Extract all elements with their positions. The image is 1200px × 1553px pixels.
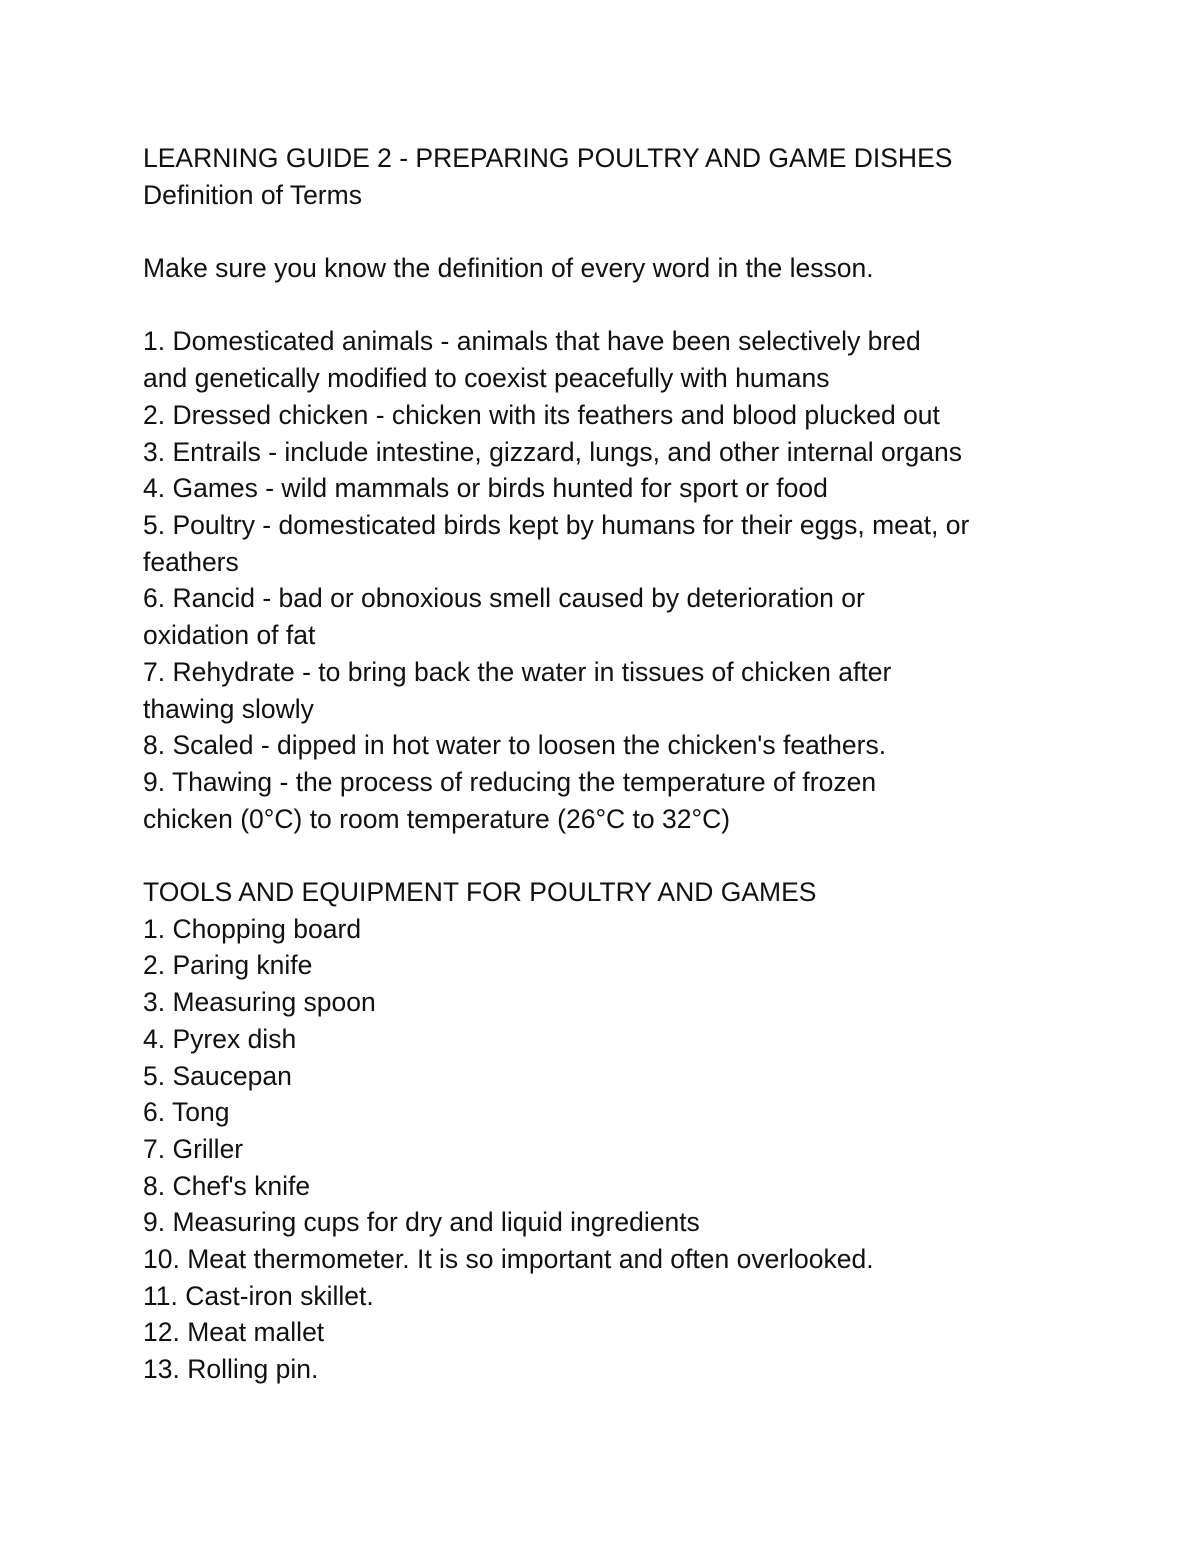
tool-item: 5. Saucepan	[143, 1060, 292, 1091]
term-item	[143, 654, 1103, 727]
tool-item: 12. Meat mallet	[143, 1317, 325, 1348]
tool-item: 3. Measuring spoon	[143, 987, 376, 1018]
tool-item: 1. Chopping board	[143, 913, 362, 944]
document-body	[143, 140, 1103, 1388]
term-line: 8. Scaled - dipped in hot water to loosen the chicken's feathers.	[143, 730, 887, 761]
tools-list	[143, 911, 1103, 1388]
term-item	[143, 470, 1103, 507]
terms-list	[143, 323, 1103, 837]
term-line: feathers	[143, 546, 239, 577]
term-line: 2. Dressed chicken - chicken with its feathers and blood plucked out	[143, 399, 940, 430]
tool-item: 6. Tong	[143, 1097, 230, 1128]
tool-item: 10. Meat thermometer. It is so important and often overlooked.	[143, 1244, 874, 1275]
tool-item: 13. Rolling pin.	[143, 1354, 319, 1385]
term-line: thawing slowly	[143, 693, 314, 724]
term-line: 9. Thawing - the process of reducing the temperature of frozen	[143, 766, 877, 797]
term-line: chicken (0°C) to room temperature (26°C to 32°C)	[143, 803, 731, 834]
term-line: and genetically modified to coexist peacefully with humans	[143, 363, 830, 394]
blank-line	[143, 287, 1103, 324]
tool-item: 9. Measuring cups for dry and liquid ingredients	[143, 1207, 700, 1238]
tools-heading: TOOLS AND EQUIPMENT FOR POULTRY AND GAMES	[143, 877, 817, 908]
tool-item: 2. Paring knife	[143, 950, 313, 981]
blank-line	[143, 837, 1103, 874]
tool-item: 4. Pyrex dish	[143, 1023, 297, 1054]
term-item	[143, 323, 1103, 396]
term-line: 7. Rehydrate - to bring back the water in tissues of chicken after	[143, 656, 892, 687]
term-item	[143, 434, 1103, 471]
blank-line	[143, 213, 1103, 250]
document-title: LEARNING GUIDE 2 - PREPARING POULTRY AND GAME DISHES	[143, 143, 953, 173]
tool-item: 8. Chef's knife	[143, 1170, 311, 1201]
term-item	[143, 580, 1103, 653]
term-line: 6. Rancid - bad or obnoxious smell caused by deterioration or	[143, 583, 865, 614]
term-item	[143, 764, 1103, 837]
term-line: oxidation of fat	[143, 620, 316, 651]
term-line: 4. Games - wild mammals or birds hunted for sport or food	[143, 473, 828, 504]
term-item	[143, 397, 1103, 434]
term-line: 3. Entrails - include intestine, gizzard, lungs, and other internal organs	[143, 436, 963, 467]
section-subtitle: Definition of Terms	[143, 179, 362, 210]
tool-item: 11. Cast-iron skillet.	[143, 1280, 374, 1311]
term-line: 1. Domesticated animals - animals that have been selectively bred	[143, 326, 921, 357]
term-line: 5. Poultry - domesticated birds kept by humans for their eggs, meat, or	[143, 510, 970, 540]
instruction-text: Make sure you know the definition of every word in the lesson.	[143, 253, 874, 284]
term-item	[143, 727, 1103, 764]
term-item	[143, 507, 1103, 580]
tool-item: 7. Griller	[143, 1133, 244, 1164]
